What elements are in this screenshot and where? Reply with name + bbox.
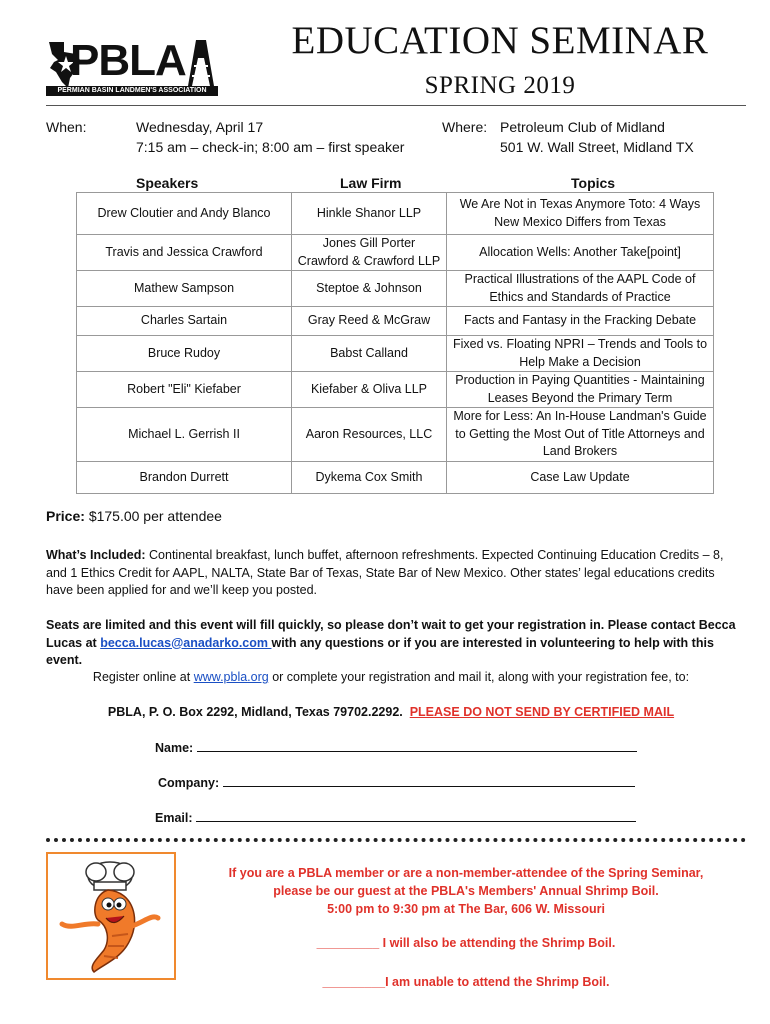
price-value: $175.00 per attendee bbox=[88, 508, 222, 524]
shrimp-illustration bbox=[46, 852, 176, 980]
column-header-speakers: Speakers bbox=[136, 175, 199, 191]
shrimp-boil-time-location: 5:00 pm to 9:30 pm at The Bar, 606 W. Missouri bbox=[327, 902, 605, 916]
dotted-divider bbox=[46, 838, 746, 842]
company-field[interactable] bbox=[158, 774, 635, 790]
email-label: Email: bbox=[155, 811, 193, 825]
where-venue: Petroleum Club of Midland bbox=[500, 119, 665, 135]
speaker-cell: Travis and Jessica Crawford bbox=[77, 235, 292, 271]
topic-cell: We Are Not in Texas Anymore Toto: 4 Ways New Mexico Differs from Texas bbox=[447, 193, 714, 235]
pbla-logo bbox=[46, 36, 218, 98]
page-subtitle: SPRING 2019 bbox=[424, 72, 576, 99]
firm-cell: Hinkle Shanor LLP bbox=[292, 193, 447, 235]
firm-cell: Jones Gill Porter Crawford & Crawford LLP bbox=[292, 235, 447, 271]
topic-cell: Allocation Wells: Another Take[point] bbox=[447, 235, 714, 271]
speaker-cell: Charles Sartain bbox=[77, 307, 292, 336]
mail-address: PBLA, P. O. Box 2292, Midland, Texas 79702.2292. bbox=[107, 705, 403, 719]
table-row bbox=[77, 336, 714, 372]
topic-cell: Fixed vs. Floating NPRI – Trends and Tools to Help Make a Decision bbox=[447, 336, 714, 372]
company-label: Company: bbox=[158, 776, 220, 790]
email-field[interactable] bbox=[155, 809, 636, 825]
speaker-cell: Bruce Rudoy bbox=[77, 336, 292, 372]
name-input-line[interactable] bbox=[197, 739, 637, 752]
when-date: Wednesday, April 17 bbox=[136, 119, 264, 135]
price-label: Price: bbox=[46, 508, 85, 524]
header-divider bbox=[46, 105, 746, 106]
table-row bbox=[77, 271, 714, 307]
seats-notice bbox=[46, 617, 736, 670]
speaker-cell: Brandon Durrett bbox=[77, 462, 292, 494]
firm-cell: Babst Calland bbox=[292, 336, 447, 372]
shrimp-boil-line2: please be our guest at the PBLA's Members' Annual Shrimp Boil. bbox=[273, 884, 659, 898]
where-label: Where: bbox=[442, 119, 488, 135]
firm-cell: Steptoe & Johnson bbox=[292, 271, 447, 307]
price-line bbox=[46, 508, 222, 524]
not-attending-shrimp-boil-option[interactable]: _________I am unable to attend the Shrimp Boil. bbox=[322, 975, 610, 989]
topic-cell: More for Less: An In-House Landman's Guide to Getting the Most Out of Title Attorneys and Land Brokers bbox=[447, 408, 714, 462]
whats-included-label: What’s Included: bbox=[46, 548, 146, 562]
table-row bbox=[77, 193, 714, 235]
name-label: Name: bbox=[155, 741, 194, 755]
certified-mail-warning: PLEASE DO NOT SEND BY CERTIFIED MAIL bbox=[409, 705, 675, 719]
logo-subtext: PERMIAN BASIN LANDMEN'S ASSOCIATION bbox=[46, 86, 218, 96]
firm-cell: Gray Reed & McGraw bbox=[292, 307, 447, 336]
seats-text-after: with any questions or if you are interested in volunteering to help with this event. bbox=[46, 635, 714, 667]
shrimp-boil-line1: If you are a PBLA member or are a non-member-attendee of the Spring Seminar, bbox=[228, 866, 704, 880]
firm-cell: Kiefaber & Oliva LLP bbox=[292, 372, 447, 408]
where-address: 501 W. Wall Street, Midland TX bbox=[500, 139, 694, 155]
column-header-topics: Topics bbox=[571, 175, 616, 191]
speaker-cell: Michael L. Gerrish II bbox=[77, 408, 292, 462]
column-header-law-firm: Law Firm bbox=[340, 175, 402, 191]
topic-cell: Facts and Fantasy in the Fracking Debate bbox=[447, 307, 714, 336]
table-row bbox=[77, 235, 714, 271]
seats-text: Seats are limited and this event will fill quickly, so please don’t wait to get your registration in. Please contact Becca Lucas at bbox=[46, 618, 736, 650]
whats-included-text: Continental breakfast, lunch buffet, afternoon refreshments. Expected Continuing Education Credits – 8, and 1 Ethics Credit for AAPL, NALTA, State Bar of Texas, State Bar of New Mexico. Other states’ legal educations credits have been applied for and we’ll keep you posted. bbox=[46, 548, 724, 597]
email-input-line[interactable] bbox=[196, 809, 636, 822]
when-label: When: bbox=[46, 119, 87, 135]
firm-cell: Aaron Resources, LLC bbox=[292, 408, 447, 462]
topic-cell: Practical Illustrations of the AAPL Code of Ethics and Standards of Practice bbox=[447, 271, 714, 307]
topic-cell: Case Law Update bbox=[447, 462, 714, 494]
mailing-address bbox=[46, 704, 736, 722]
register-text-after: or complete your registration and mail it, along with your registration fee, to: bbox=[268, 670, 690, 684]
topic-cell: Production in Paying Quantities - Maintaining Leases Beyond the Primary Term bbox=[447, 372, 714, 408]
chef-shrimp-icon bbox=[48, 854, 174, 978]
table-row bbox=[77, 408, 714, 462]
whats-included bbox=[46, 547, 736, 600]
speaker-table bbox=[76, 192, 714, 494]
table-row bbox=[77, 307, 714, 336]
speaker-cell: Mathew Sampson bbox=[77, 271, 292, 307]
company-input-line[interactable] bbox=[223, 774, 635, 787]
page-title: EDUCATION SEMINAR bbox=[291, 19, 709, 62]
pbla-website-link[interactable]: www.pbla.org bbox=[193, 670, 269, 684]
firm-cell: Dykema Cox Smith bbox=[292, 462, 447, 494]
table-row bbox=[77, 372, 714, 408]
register-text: Register online at bbox=[92, 670, 194, 684]
speaker-cell: Robert "Eli" Kiefaber bbox=[77, 372, 292, 408]
speaker-cell: Drew Cloutier and Andy Blanco bbox=[77, 193, 292, 235]
table-row bbox=[77, 462, 714, 494]
name-field[interactable] bbox=[155, 739, 637, 755]
when-time: 7:15 am – check-in; 8:00 am – first speaker bbox=[136, 139, 405, 155]
attending-shrimp-boil-option[interactable]: _________ I will also be attending the Shrimp Boil. bbox=[316, 936, 616, 950]
register-line bbox=[46, 669, 736, 687]
logo-text: PBLA bbox=[70, 36, 186, 85]
contact-email-link[interactable]: becca.lucas@anadarko.com bbox=[100, 635, 272, 650]
